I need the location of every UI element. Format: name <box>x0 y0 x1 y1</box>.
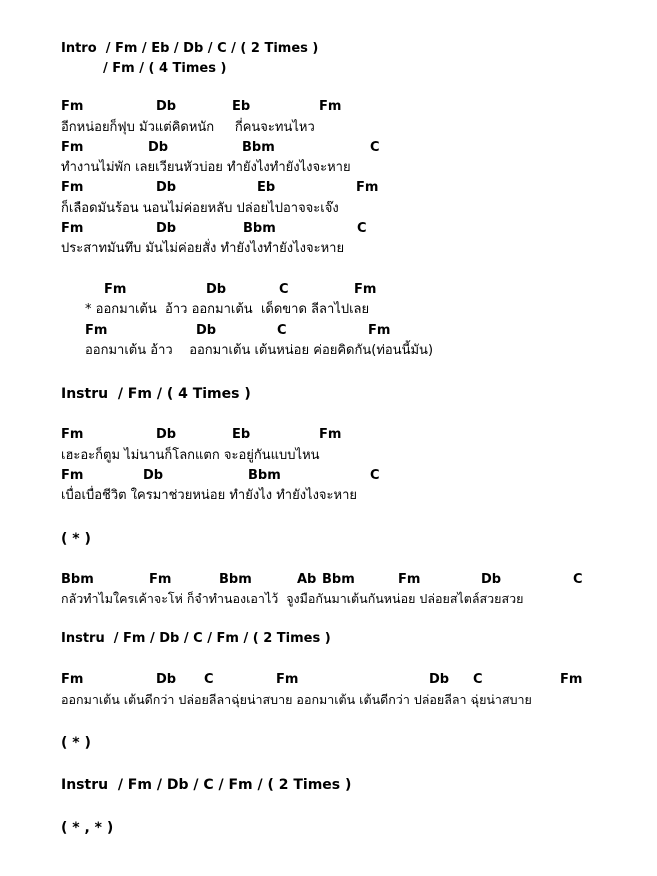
chord: Fm <box>61 672 84 687</box>
chord: Fm <box>61 99 84 114</box>
instru-heading: Instru / Fm / Db / C / Fm / ( 2 Times ) <box>61 631 331 646</box>
chord: C <box>279 282 289 297</box>
chord: Fm <box>319 99 342 114</box>
instru-heading: Instru / Fm / Db / C / Fm / ( 2 Times ) <box>61 777 352 793</box>
chord: Fm <box>368 323 391 338</box>
chord: Fm <box>61 221 84 236</box>
chord: Db <box>156 180 177 195</box>
chord: C <box>357 221 367 236</box>
lyric-line: * ออกมาเต้น อ้าว ออกมาเต้น เด็ดขาด ลีลาไปเลย <box>85 302 370 317</box>
repeat-marker: ( * , * ) <box>61 820 114 836</box>
chord-line <box>0 428 657 442</box>
chord: Fm <box>85 323 108 338</box>
chord: C <box>204 672 214 687</box>
chord: Ab <box>297 572 317 587</box>
chord-line <box>0 222 657 236</box>
lyric-line: เบื่อเบื่อชีวิต ใครมาช่วยหน่อย ทำยังไง ทำยังไงจะหาย <box>61 488 358 503</box>
chord: Bbm <box>248 468 281 483</box>
chord: C <box>573 572 583 587</box>
chord: Fm <box>61 180 84 195</box>
intro-subline: / Fm / ( 4 Times ) <box>103 61 227 76</box>
lyric-line: ก็เลือดมันร้อน นอนไม่ค่อยหลับ ปล่อยไปอาจจะเจ๊ง <box>61 201 339 216</box>
chord-line <box>0 469 657 483</box>
chord: Db <box>143 468 164 483</box>
chord: Fm <box>276 672 299 687</box>
chord: Eb <box>257 180 276 195</box>
chord: Fm <box>398 572 421 587</box>
chord: Db <box>206 282 227 297</box>
chord-line <box>0 100 657 114</box>
lyric-line: ออกมาเต้น อ้าว ออกมาเต้น เต้นหน่อย ค่อยคิดกัน(ท่อนนี้มัน) <box>85 343 434 358</box>
chord: Db <box>156 672 177 687</box>
lyric-line: อีกหน่อยก็ฟุบ มัวแต่คิดหนัก กี่คนจะทนไหว <box>61 120 315 135</box>
repeat-marker: ( * ) <box>61 531 91 547</box>
lyric-line: เฮะอะก็ตูม ไม่นานก็โลกแตก จะอยู่กันแบบไหน <box>61 448 320 463</box>
chord: Eb <box>232 427 251 442</box>
intro-heading: Intro / Fm / Eb / Db / C / ( 2 Times ) <box>61 41 319 56</box>
chord: Db <box>148 140 169 155</box>
chord-line <box>0 673 657 687</box>
lyric-line: ประสาทมันทึบ มันไม่ค่อยสั่ง ทำยังไงทำยังไงจะหาย <box>61 241 345 256</box>
chord: Bbm <box>219 572 252 587</box>
chord: Db <box>196 323 217 338</box>
chord: Db <box>156 99 177 114</box>
chord: Fm <box>149 572 172 587</box>
chord: Fm <box>61 427 84 442</box>
chord: Db <box>156 427 177 442</box>
chord: Db <box>156 221 177 236</box>
chord: C <box>370 468 380 483</box>
chord: Fm <box>560 672 583 687</box>
chord: Db <box>481 572 502 587</box>
chord: Fm <box>61 140 84 155</box>
lyric-line: ออกมาเต้น เต้นดีกว่า ปล่อยลีลาฉุ่ยน่าสบาย ออกมาเต้น เต้นดีกว่า ปล่อยลีลา ฉุ่ยน่าสบาย <box>61 692 532 707</box>
chord: Db <box>429 672 450 687</box>
repeat-marker: ( * ) <box>61 735 91 751</box>
chord: C <box>370 140 380 155</box>
chord: Eb <box>232 99 251 114</box>
chord: Fm <box>104 282 127 297</box>
chord-line <box>0 283 657 297</box>
chord: Bbm <box>61 572 94 587</box>
chord-line <box>0 141 657 155</box>
chord: Fm <box>356 180 379 195</box>
chord: Fm <box>354 282 377 297</box>
lyric-line: กลัวทำไมใครเค้าจะโห่ ก็จำทำนองเอาไว้ จูงมือกันมาเต้นกันหน่อย ปล่อยสไตล์สวยสวย <box>61 591 524 606</box>
lyric-line: ทำงานไม่พัก เลยเวียนหัวบ่อย ทำยังไงทำยังไงจะหาย <box>61 160 351 175</box>
chord: Fm <box>61 468 84 483</box>
chord: C <box>277 323 287 338</box>
chord: Bbm <box>322 572 355 587</box>
chord: Fm <box>319 427 342 442</box>
chord-line <box>0 181 657 195</box>
instru-heading: Instru / Fm / ( 4 Times ) <box>61 386 251 402</box>
chord-line <box>0 324 657 338</box>
chord: Bbm <box>242 140 275 155</box>
chord: Bbm <box>243 221 276 236</box>
chord: C <box>473 672 483 687</box>
chord-line <box>0 573 657 587</box>
